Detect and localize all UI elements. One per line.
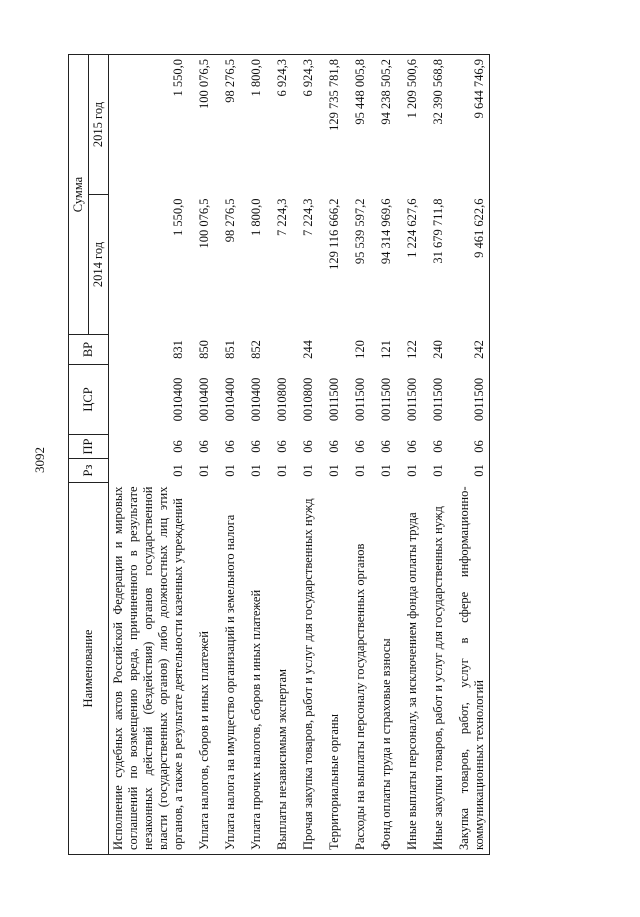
row-sum-2015: 9 644 746,9: [472, 59, 486, 119]
row-sum-2015: 95 448 005,8: [353, 59, 367, 125]
row-rz: 01: [327, 464, 341, 477]
table-row: [240, 55, 266, 855]
row-sum-2014: 100 076,5: [197, 198, 211, 249]
row-name: Фонд оплаты труда и страховые взносы: [379, 638, 393, 850]
row-sum-2015: 129 735 781,8: [327, 59, 341, 131]
table-row: [396, 55, 422, 855]
row-sum-2014: 129 116 666,2: [327, 198, 341, 270]
row-sum-2015: 6 924,3: [275, 59, 289, 97]
row-sum-2015: 1 550,0: [171, 59, 185, 97]
table-row: [422, 55, 448, 855]
row-rz: 01: [275, 464, 289, 477]
row-name: Уплата налогов, сборов и иных платежей: [197, 631, 211, 850]
row-sum-2014: 9 461 622,6: [472, 198, 486, 258]
row-pr: 06: [353, 440, 367, 453]
row-sum-2014: 95 539 597,2: [353, 198, 367, 265]
row-name: Прочая закупка товаров, работ и услуг для государственных нужд: [301, 498, 315, 850]
row-name: Закупка товаров, работ, услуг в сфере информационно-коммуникационных технологий: [457, 486, 486, 850]
header-year-2015: 2015 год: [89, 55, 109, 195]
table-row: [318, 55, 344, 855]
row-sum-2015: 6 924,3: [301, 59, 315, 97]
table-row: [188, 55, 214, 855]
table-row: [109, 55, 189, 855]
row-sum-2014: 7 224,3: [301, 198, 315, 236]
row-vr: 852: [249, 340, 263, 359]
row-csr: 0010400: [171, 377, 185, 422]
row-pr: 06: [472, 440, 486, 453]
row-vr: 240: [431, 340, 445, 359]
row-pr: 06: [301, 440, 315, 453]
row-vr: [318, 335, 344, 365]
row-rz: 01: [223, 464, 237, 477]
header-csr: ЦСР: [69, 365, 109, 435]
row-sum-2015: 94 238 505,2: [379, 59, 393, 125]
row-sum-2014: 94 314 969,6: [379, 198, 393, 265]
row-csr: 0011500: [379, 377, 393, 422]
budget-table: [68, 54, 490, 855]
row-pr: 06: [405, 440, 419, 453]
row-pr: 06: [431, 440, 445, 453]
row-sum-2014: 98 276,5: [223, 198, 237, 243]
row-csr: 0010800: [301, 377, 315, 422]
row-sum-2014: 31 679 711,8: [431, 198, 445, 264]
table-row: [448, 55, 490, 855]
header-rz: Рз: [69, 459, 109, 483]
row-pr: 06: [379, 440, 393, 453]
row-rz: 01: [197, 464, 211, 477]
row-name: Уплата налога на имущество организаций и земельного налога: [223, 514, 237, 850]
header-pr: ПР: [69, 435, 109, 459]
row-rz: 01: [379, 464, 393, 477]
row-vr: 122: [405, 340, 419, 359]
table-row: [266, 55, 292, 855]
row-csr: 0011500: [431, 377, 445, 422]
table-row: [214, 55, 240, 855]
row-sum-2015: 32 390 568,8: [431, 59, 445, 125]
row-vr: 242: [472, 340, 486, 359]
row-vr: 851: [223, 340, 237, 359]
row-csr: 0010400: [223, 377, 237, 422]
header-vr: ВР: [69, 335, 109, 365]
row-csr: 0011500: [327, 377, 341, 422]
page-number: 3092: [32, 447, 47, 473]
row-name: Иные выплаты персоналу, за исключением фонда оплаты труда: [405, 512, 419, 850]
row-sum-2015: 100 076,5: [197, 59, 211, 109]
row-name: Иные закупки товаров, работ и услуг для государственных нужд: [431, 506, 445, 850]
row-rz: 01: [353, 464, 367, 477]
row-name: Расходы на выплаты персоналу государственных органов: [353, 543, 367, 850]
row-pr: 06: [197, 440, 211, 453]
row-sum-2014: 1 550,0: [171, 198, 185, 236]
row-sum-2015: 98 276,5: [223, 59, 237, 103]
row-vr: 120: [353, 340, 367, 359]
table-row: [344, 55, 370, 855]
row-name: Территориальные органы: [327, 713, 341, 850]
header-sum: Сумма: [69, 55, 89, 335]
table-row: [370, 55, 396, 855]
row-name: Уплата прочих налогов, сборов и иных платежей: [249, 589, 263, 850]
row-csr: 0011500: [472, 377, 486, 422]
rotated-table-container: [68, 55, 603, 855]
row-pr: 06: [275, 440, 289, 453]
table-body: [109, 55, 490, 855]
header-year-2014: 2014 год: [89, 195, 109, 335]
row-vr: 831: [171, 340, 185, 359]
row-vr: 244: [301, 340, 315, 359]
row-csr: 0010800: [275, 377, 289, 422]
row-pr: 06: [327, 440, 341, 453]
row-name: Выплаты независимым экспертам: [275, 669, 289, 850]
row-csr: 0011500: [353, 377, 367, 422]
row-vr: [266, 335, 292, 365]
row-sum-2014: 1 224 627,6: [405, 198, 419, 258]
row-vr: 850: [197, 340, 211, 359]
row-rz: 01: [405, 464, 419, 477]
row-rz: 01: [472, 464, 486, 477]
row-sum-2014: 7 224,3: [275, 198, 289, 236]
row-sum-2015: 1 800,0: [249, 59, 263, 97]
row-pr: 06: [249, 440, 263, 453]
row-pr: 06: [171, 440, 185, 453]
table-row: [292, 55, 318, 855]
row-name: Исполнение судебных актов Российской Федерации и мировых соглашений по возмещению вреда, причиненного в результате незаконных действий (бездействия) органов государственной власти (государственных органов) либо должностных лиц этих органов, а также в результате деятельности казенных учреждений: [111, 486, 185, 850]
row-rz: 01: [171, 464, 185, 477]
row-csr: 0010400: [197, 377, 211, 422]
row-rz: 01: [249, 464, 263, 477]
header-name: Наименование: [69, 483, 109, 855]
row-csr: 0010400: [249, 377, 263, 422]
row-rz: 01: [431, 464, 445, 477]
row-pr: 06: [223, 440, 237, 453]
row-csr: 0011500: [405, 377, 419, 422]
row-sum-2015: 1 209 500,6: [405, 59, 419, 119]
row-vr: 121: [379, 340, 393, 359]
row-sum-2014: 1 800,0: [249, 198, 263, 236]
row-rz: 01: [301, 464, 315, 477]
